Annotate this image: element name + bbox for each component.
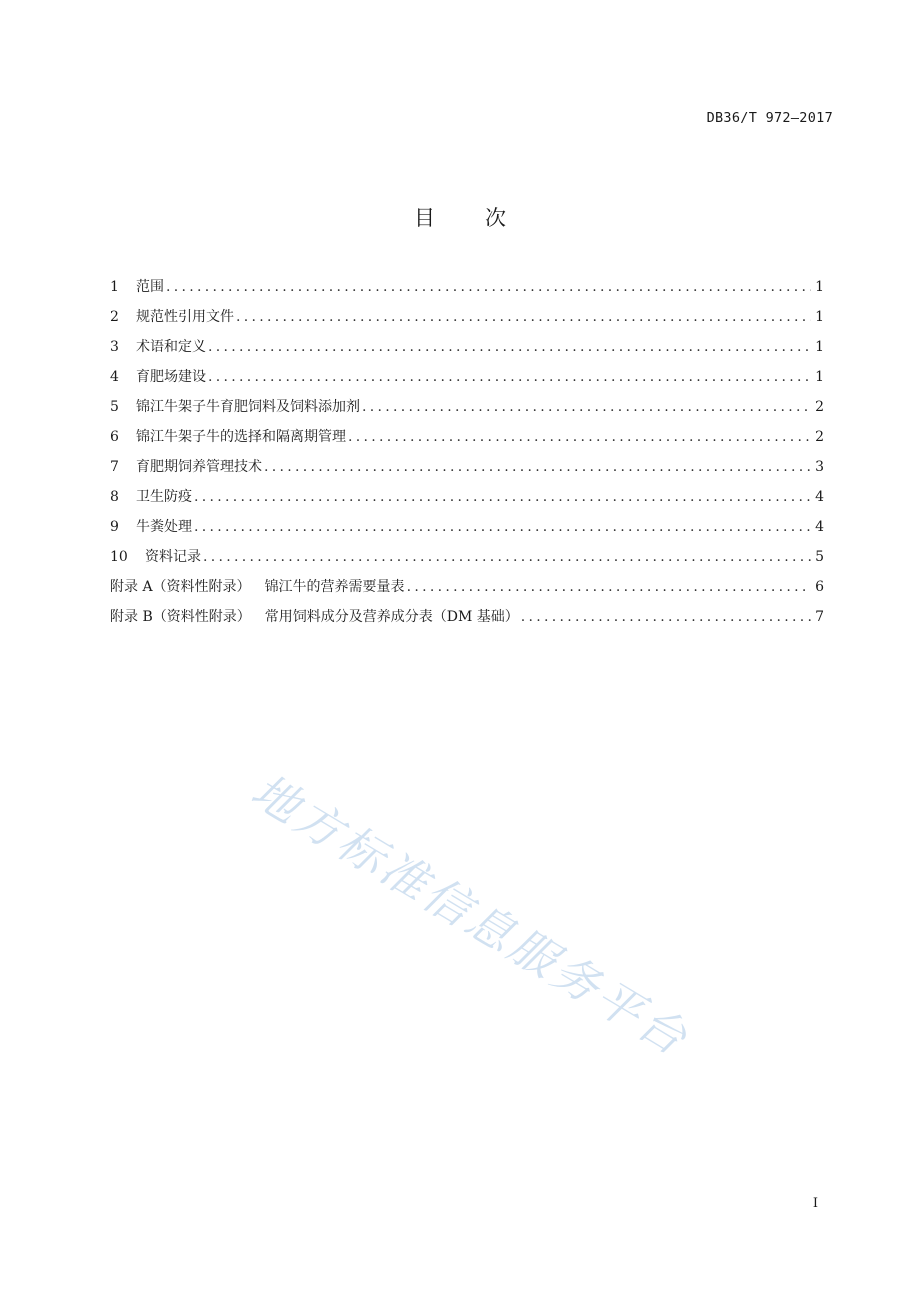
toc-leader-dots bbox=[208, 369, 811, 385]
toc-leader-dots bbox=[166, 279, 811, 295]
toc-entry-8[interactable] bbox=[110, 486, 824, 516]
toc-title-left: 目 bbox=[414, 206, 435, 230]
toc-leader-dots bbox=[194, 519, 811, 535]
toc-entry-page: 7 bbox=[815, 609, 824, 625]
toc-entry-page: 2 bbox=[815, 399, 824, 415]
toc-leader-dots bbox=[203, 549, 811, 565]
toc-entry-7[interactable] bbox=[110, 456, 824, 486]
toc-entry-number: 1 bbox=[110, 279, 119, 295]
toc-entry-page: 4 bbox=[815, 519, 824, 535]
toc-entry-3[interactable] bbox=[110, 336, 824, 366]
watermark-text: 地方标准信息服务平台 bbox=[242, 763, 699, 1067]
toc-entry-9[interactable] bbox=[110, 516, 824, 546]
toc-entry-title: 卫生防疫 bbox=[136, 489, 192, 505]
toc-entry-title: 常用饲料成分及营养成分表（DM 基础） bbox=[264, 609, 519, 625]
toc-entry-number: 8 bbox=[110, 489, 119, 505]
toc-leader-dots bbox=[348, 429, 811, 445]
toc-entry-number: 5 bbox=[110, 399, 119, 415]
toc-entry-page: 5 bbox=[815, 549, 824, 565]
toc-entry-number: 4 bbox=[110, 369, 119, 385]
toc-entry-title: 锦江牛的营养需要量表 bbox=[264, 579, 405, 595]
toc-entry-page: 1 bbox=[815, 279, 824, 295]
toc-entry-4[interactable] bbox=[110, 366, 824, 396]
document-code: DB36/T 972—2017 bbox=[706, 110, 833, 126]
toc-entry-title: 育肥场建设 bbox=[136, 369, 206, 385]
toc-entry-title: 范围 bbox=[136, 279, 164, 295]
toc-entry-title: 锦江牛架子牛的选择和隔离期管理 bbox=[136, 429, 346, 445]
toc-leader-dots bbox=[362, 399, 811, 415]
toc-entry-page: 2 bbox=[815, 429, 824, 445]
toc-entry-page: 6 bbox=[815, 579, 824, 595]
toc-entry-page: 4 bbox=[815, 489, 824, 505]
toc-entry-1[interactable] bbox=[110, 276, 824, 306]
toc-entry-title: 牛粪处理 bbox=[136, 519, 192, 535]
toc-leader-dots bbox=[521, 609, 811, 625]
toc-entry-number: 10 bbox=[110, 549, 128, 565]
toc-leader-dots bbox=[264, 459, 811, 475]
toc-entry-title: 锦江牛架子牛育肥饲料及饲料添加剂 bbox=[136, 399, 360, 415]
toc-entry-appendix-b[interactable] bbox=[110, 606, 824, 636]
toc-entry-title: 规范性引用文件 bbox=[136, 309, 234, 325]
toc-entry-6[interactable] bbox=[110, 426, 824, 456]
toc-entry-title: 术语和定义 bbox=[136, 339, 206, 355]
toc-entry-page: 1 bbox=[815, 369, 824, 385]
watermark bbox=[230, 760, 790, 1080]
toc-entry-number: 7 bbox=[110, 459, 119, 475]
toc-entry-number: 2 bbox=[110, 309, 119, 325]
toc-entry-10[interactable] bbox=[110, 546, 824, 576]
toc-entry-2[interactable] bbox=[110, 306, 824, 336]
toc-title bbox=[0, 202, 920, 232]
page-number: I bbox=[812, 1196, 818, 1211]
toc-leader-dots bbox=[407, 579, 812, 595]
toc-entry-5[interactable] bbox=[110, 396, 824, 426]
toc-entry-number: 6 bbox=[110, 429, 119, 445]
table-of-contents bbox=[110, 276, 824, 636]
toc-appendix-prefix: 附录 B（资料性附录） bbox=[110, 609, 251, 625]
toc-leader-dots bbox=[208, 339, 811, 355]
toc-entry-title: 资料记录 bbox=[145, 549, 201, 565]
toc-entry-page: 3 bbox=[815, 459, 824, 475]
toc-appendix-prefix: 附录 A（资料性附录） bbox=[110, 579, 251, 595]
toc-leader-dots bbox=[194, 489, 811, 505]
toc-entry-number: 9 bbox=[110, 519, 119, 535]
toc-title-right: 次 bbox=[485, 206, 506, 230]
toc-entry-title: 育肥期饲养管理技术 bbox=[136, 459, 262, 475]
toc-leader-dots bbox=[236, 309, 811, 325]
toc-entry-page: 1 bbox=[815, 339, 824, 355]
toc-entry-appendix-a[interactable] bbox=[110, 576, 824, 606]
toc-entry-number: 3 bbox=[110, 339, 119, 355]
toc-entry-page: 1 bbox=[815, 309, 824, 325]
